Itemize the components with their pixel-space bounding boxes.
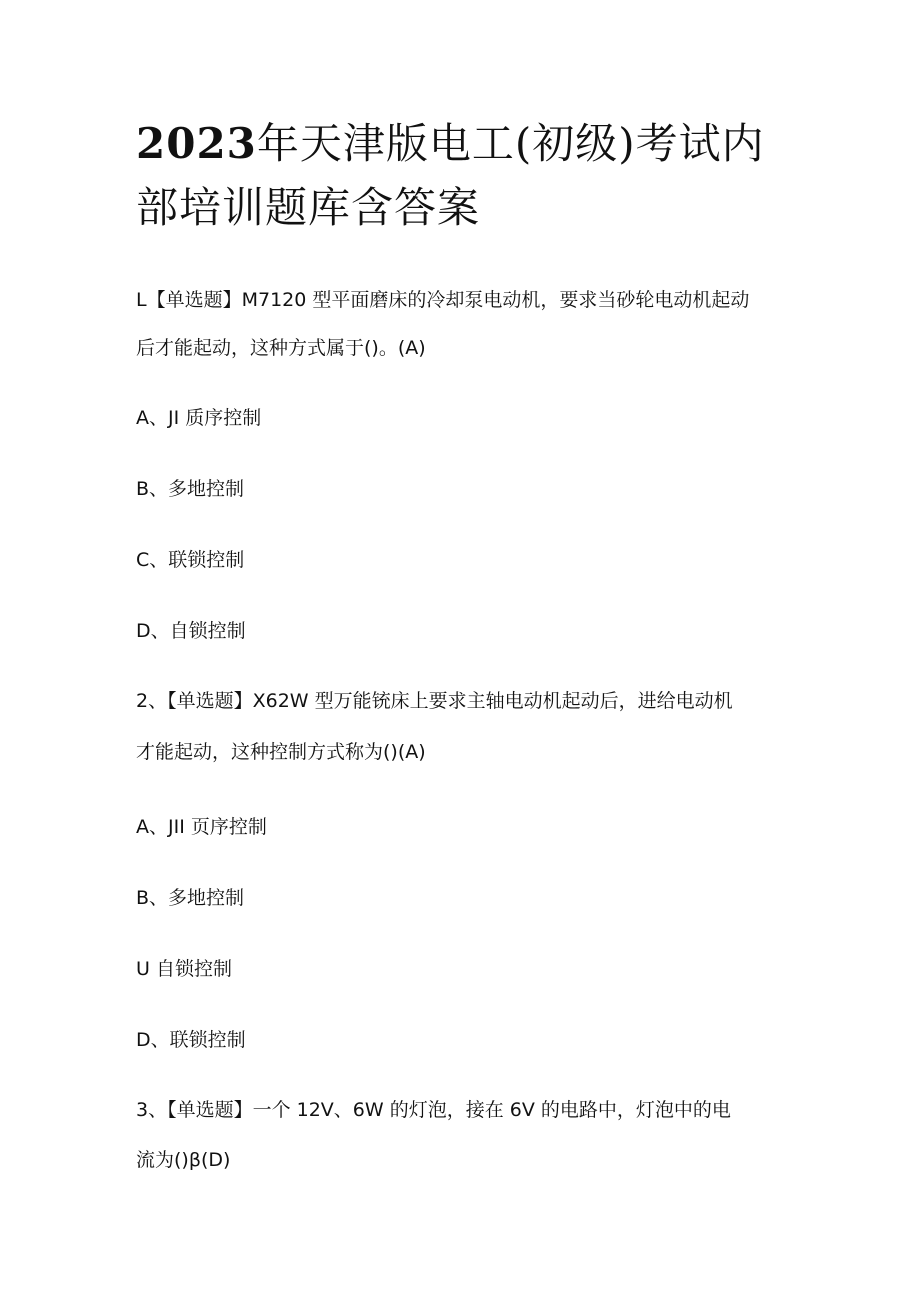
question-3-stem-line-1: 3、【单选题】一个 12V、6W 的灯泡，接在 6V 的电路中，灯泡中的电 xyxy=(136,1099,731,1121)
title-text: 年天津版电工(初级)考试内部培训题库含答案 xyxy=(136,119,765,232)
question-2-option-b: B、多地控制 xyxy=(136,887,245,909)
question-1-option-c: C、联锁控制 xyxy=(136,549,245,571)
question-2-option-c: U 自锁控制 xyxy=(136,958,232,980)
question-3-stem-line-2: 流为()β(D) xyxy=(136,1149,231,1171)
question-2-stem-line-1: 2、【单选题】X62W 型万能铳床上要求主轴电动机起动后，进给电动机 xyxy=(136,690,733,712)
question-1-stem-line-1: L【单选题】M7120 型平面磨床的冷却泵电动机，要求当砂轮电动机起动 xyxy=(136,289,750,311)
question-1-option-b: B、多地控制 xyxy=(136,478,245,500)
question-2-option-a: A、JII 页序控制 xyxy=(136,816,267,838)
document-title xyxy=(136,112,796,240)
question-2-stem-line-2: 才能起动，这种控制方式称为()(A) xyxy=(136,741,426,763)
question-2-option-d: D、联锁控制 xyxy=(136,1029,246,1051)
question-1-option-a: A、JI 质序控制 xyxy=(136,407,262,429)
question-1-option-d: D、自锁控制 xyxy=(136,620,246,642)
title-year: 2023 xyxy=(136,119,257,168)
question-1-stem-line-2: 后才能起动，这种方式属于()。(A) xyxy=(136,337,426,359)
